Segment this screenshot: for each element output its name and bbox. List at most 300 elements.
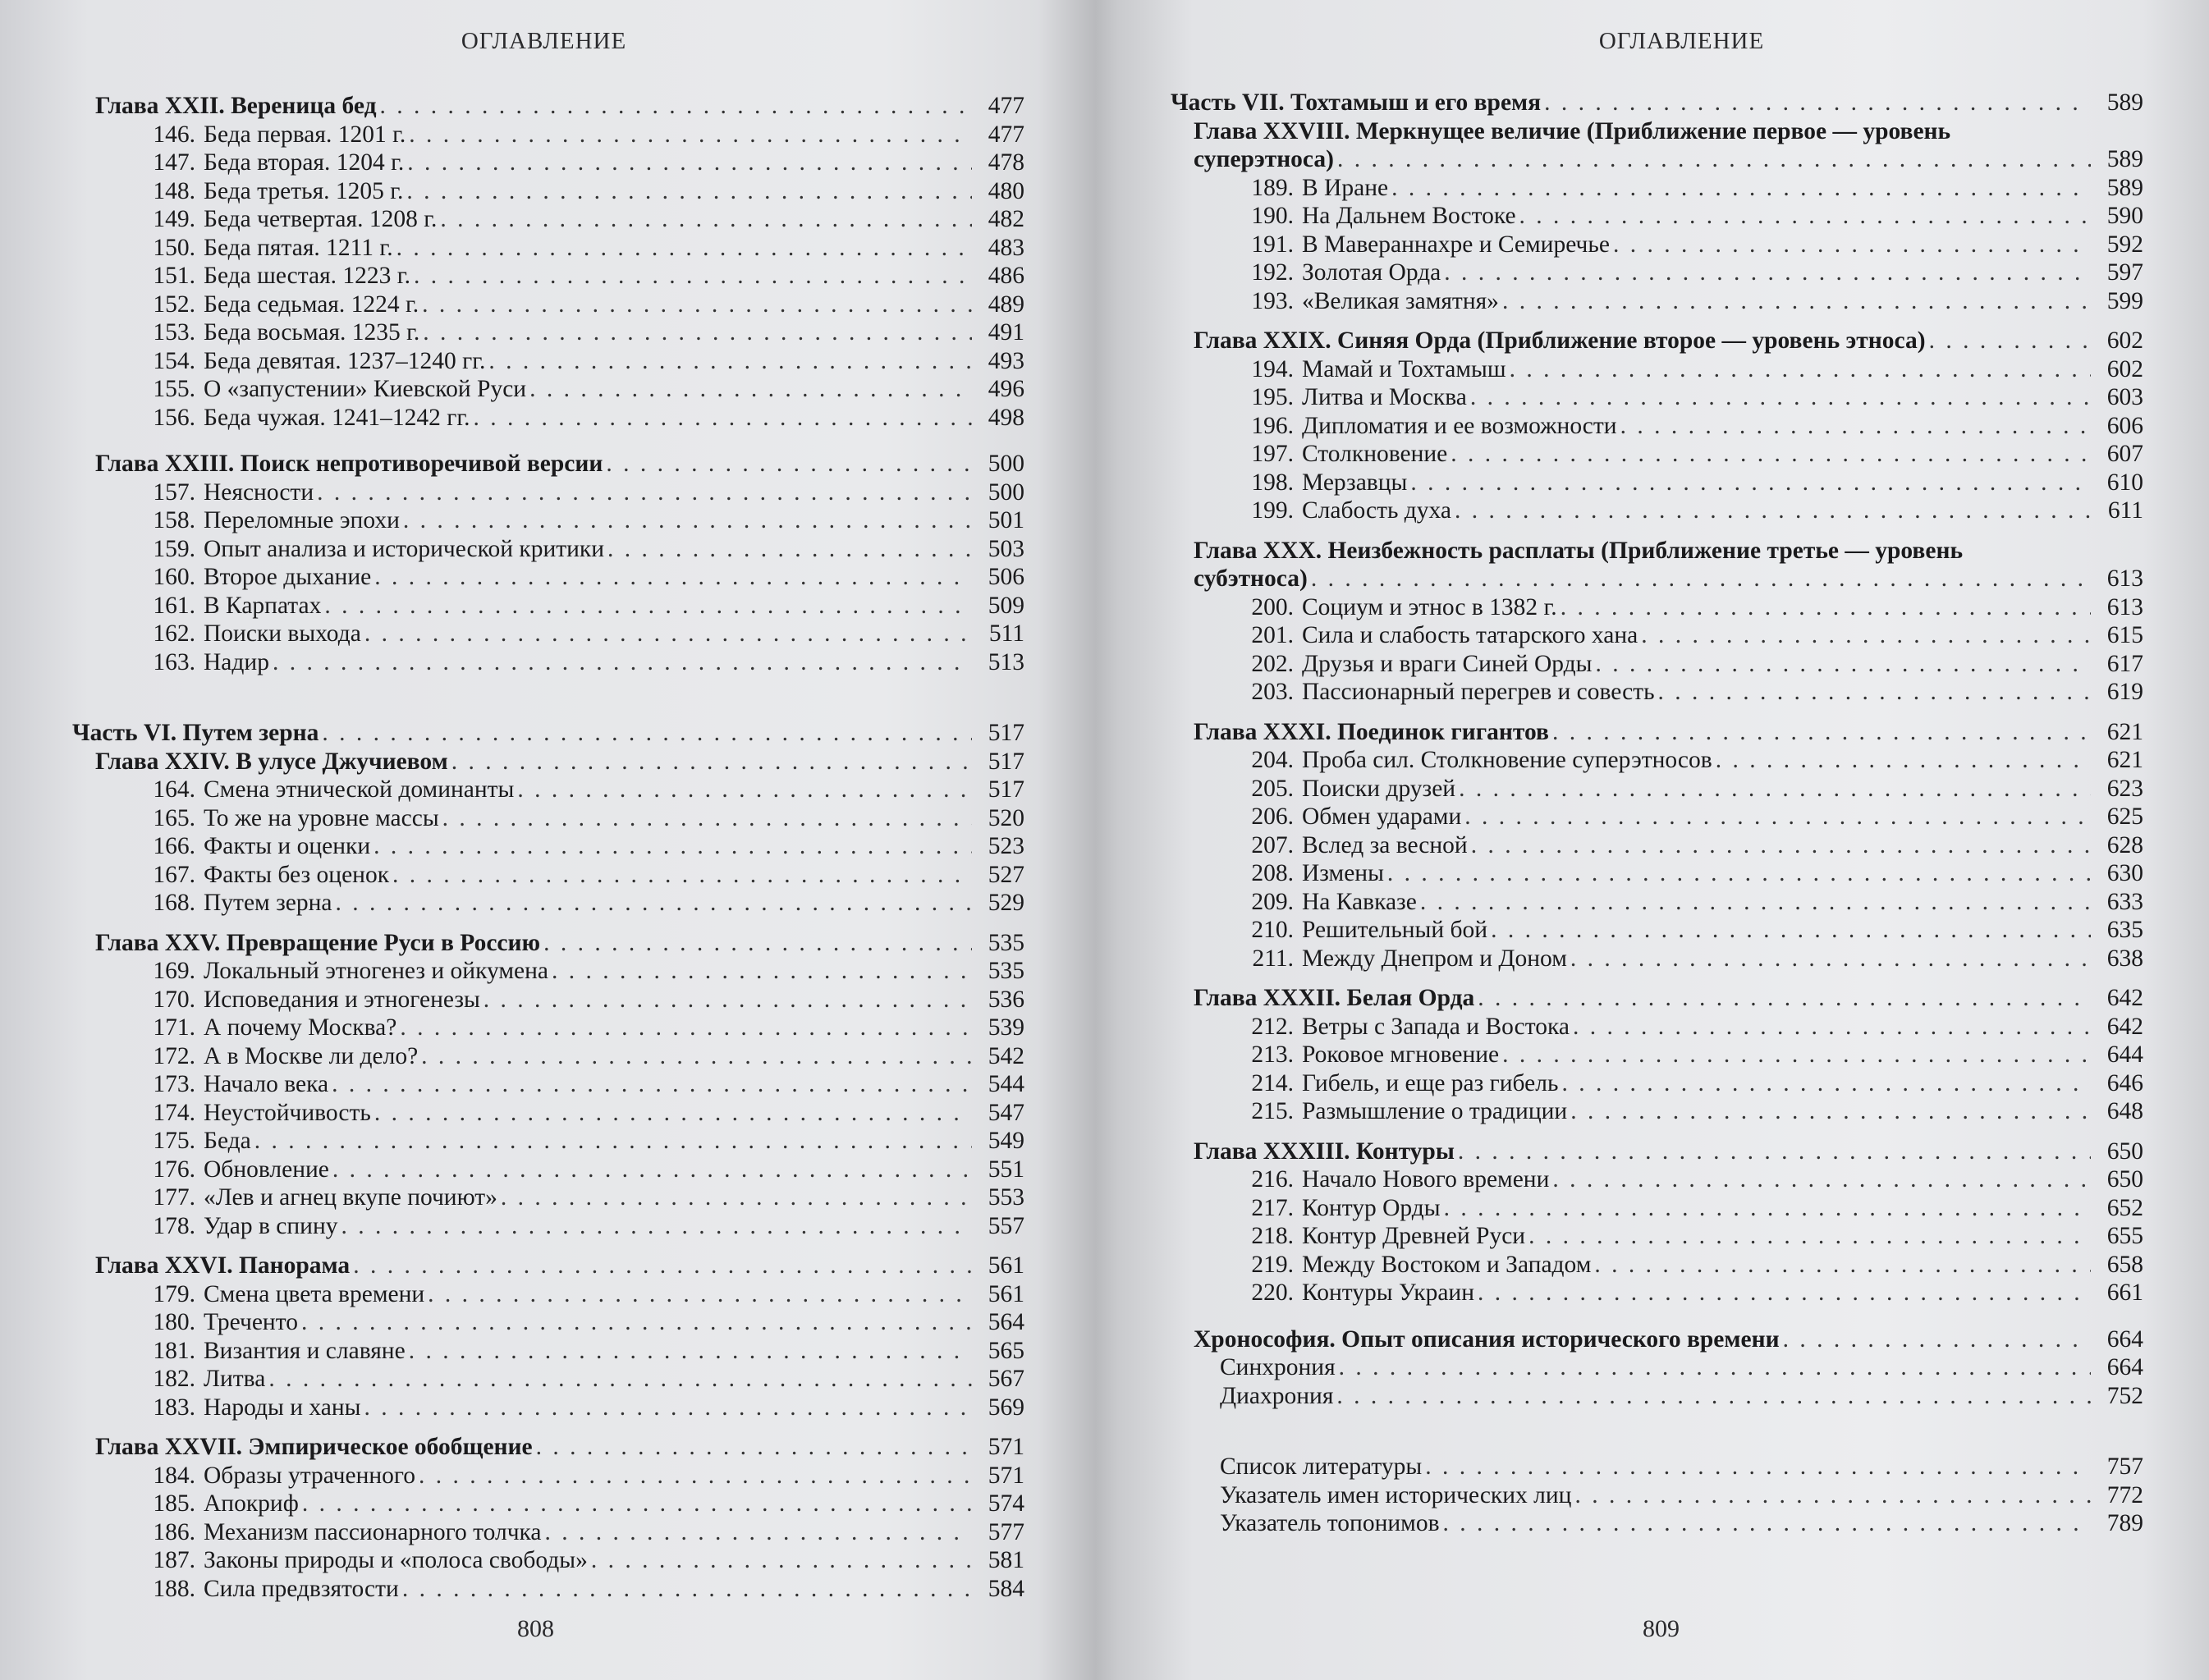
dot-leader bbox=[488, 347, 972, 376]
toc-entry-text: Смена этнической доминанты bbox=[204, 776, 515, 803]
toc-entry-text: Начало века bbox=[204, 1071, 329, 1097]
dot-leader bbox=[1502, 1041, 2091, 1069]
toc-entry-text: В Иране bbox=[1302, 174, 1389, 201]
toc-entry-number: 164. bbox=[153, 776, 195, 803]
toc-entry-text: Византия и славяне bbox=[204, 1337, 406, 1364]
dot-leader bbox=[407, 149, 972, 177]
toc-entry-text: Роковое мгновение bbox=[1302, 1041, 1500, 1068]
toc-entry-text: «Лев и агнец вкупе почиют» bbox=[204, 1184, 497, 1211]
toc-entry-number: 216. bbox=[1251, 1166, 1294, 1192]
toc-entry-page: 661 bbox=[2106, 1279, 2143, 1306]
toc-entry-number: 203. bbox=[1251, 679, 1294, 705]
toc-entry-text: Решительный бой bbox=[1302, 917, 1488, 943]
toc-entry bbox=[1171, 888, 2143, 917]
toc-entry-text: Контур Древней Руси bbox=[1302, 1223, 1526, 1249]
toc-entry-number: 212. bbox=[1251, 1013, 1294, 1040]
dot-leader bbox=[1443, 1509, 2091, 1538]
toc-entry-text: Золотая Орда bbox=[1302, 259, 1441, 286]
toc-entry bbox=[72, 986, 1024, 1014]
toc-entry-text: На Дальнем Востоке bbox=[1302, 203, 1516, 229]
dot-leader bbox=[1420, 888, 2091, 917]
toc-entry-text: Локальный этногенез и ойкумена bbox=[204, 958, 548, 984]
toc-entry-text: Образы утраченного bbox=[204, 1462, 416, 1489]
toc-entry-number: 166. bbox=[153, 833, 195, 859]
dot-leader bbox=[1336, 1382, 2091, 1411]
toc-entry-text: Беда четвертая. 1208 г. bbox=[204, 206, 438, 232]
dot-leader bbox=[392, 861, 972, 890]
toc-entry-title bbox=[1230, 259, 1441, 287]
toc-entry-title: Глава XXV. Превращение Руси в Россию bbox=[95, 929, 541, 956]
toc-entry-number: 193. bbox=[1251, 287, 1294, 314]
toc-entry-title bbox=[131, 347, 485, 376]
dot-leader bbox=[517, 776, 972, 804]
toc-entry bbox=[1171, 174, 2143, 203]
toc-entry-text: В Мавераннахре и Семиречье bbox=[1302, 231, 1610, 258]
toc-entry-title: Глава XXXII. Белая Орда bbox=[1194, 985, 1475, 1011]
toc-entry-text: Мерзавцы bbox=[1302, 469, 1408, 496]
dot-leader bbox=[591, 1546, 972, 1575]
toc-entry-text: Апокриф bbox=[204, 1490, 299, 1517]
toc-entry-page: 513 bbox=[988, 648, 1024, 675]
toc-entry-page: 644 bbox=[2106, 1041, 2143, 1068]
toc-entry bbox=[72, 1433, 1024, 1462]
toc-entry bbox=[72, 1462, 1024, 1490]
dot-leader bbox=[1510, 355, 2091, 384]
dot-leader bbox=[324, 592, 972, 620]
dot-leader bbox=[364, 620, 972, 648]
dot-leader bbox=[451, 748, 972, 776]
toc-entry-title bbox=[131, 375, 526, 404]
toc-entry-number: 148. bbox=[153, 177, 195, 204]
toc-entry bbox=[1171, 202, 2143, 231]
spacer bbox=[1171, 1126, 2143, 1138]
toc-entry-title bbox=[131, 1462, 415, 1490]
toc-entry-page: 480 bbox=[988, 177, 1024, 204]
dot-leader bbox=[335, 889, 972, 918]
toc-entry-title bbox=[1230, 287, 1499, 316]
toc-entry-number: 184. bbox=[153, 1462, 195, 1489]
toc-entry-title bbox=[1230, 497, 1451, 525]
toc-entry-text: Размышление о традиции bbox=[1302, 1098, 1568, 1124]
dot-leader bbox=[1561, 593, 2091, 622]
toc-entry-title bbox=[131, 404, 470, 433]
toc-entry-text: Исповедания и этногенезы bbox=[204, 986, 480, 1013]
toc-entry-page: 635 bbox=[2106, 917, 2143, 943]
dot-leader bbox=[406, 177, 972, 206]
dot-leader bbox=[1570, 1097, 2091, 1126]
toc-entry-number: 162. bbox=[153, 620, 195, 647]
toc-entry bbox=[72, 375, 1024, 404]
toc-entry-number: 157. bbox=[153, 478, 195, 506]
toc-entry-text: Литва bbox=[204, 1366, 266, 1392]
toc-entry bbox=[72, 262, 1024, 291]
toc-entry bbox=[72, 506, 1024, 535]
toc-entry-title bbox=[131, 1070, 328, 1099]
toc-entry-text: Между Востоком и Западом bbox=[1302, 1251, 1592, 1278]
toc-entry bbox=[72, 620, 1024, 648]
toc-entry-title bbox=[1230, 916, 1487, 945]
toc-entry-number: 146. bbox=[153, 121, 195, 148]
dot-leader bbox=[536, 1433, 972, 1462]
toc-chapter-heading: Глава XXX. Неизбежность расплаты (Приближение третье — уровень bbox=[1194, 537, 1964, 564]
toc-entry-text: Сила предвзятости bbox=[204, 1575, 399, 1602]
toc-entry-number: 209. bbox=[1251, 888, 1294, 915]
toc-entry-page: 577 bbox=[988, 1518, 1024, 1545]
spacer bbox=[1171, 315, 2143, 327]
dot-leader bbox=[322, 719, 972, 748]
toc-entry-title bbox=[131, 1308, 298, 1337]
toc-entry-text: Неясности bbox=[204, 478, 314, 506]
toc-entry bbox=[1171, 1069, 2143, 1098]
toc-entry-page: 584 bbox=[988, 1575, 1024, 1602]
toc-entry-text: Слабость духа bbox=[1302, 497, 1452, 524]
toc-entry bbox=[72, 450, 1024, 478]
toc-entry-title: Синхрония bbox=[1220, 1354, 1336, 1380]
toc-entry-title bbox=[131, 1575, 399, 1604]
toc-entry-text: Факты и оценки bbox=[204, 833, 371, 859]
toc-entry bbox=[1171, 1279, 2143, 1307]
dot-leader bbox=[1478, 1279, 2091, 1307]
toc-entry-page: 517 bbox=[988, 720, 1024, 746]
toc-entry-page: 561 bbox=[988, 1280, 1024, 1307]
toc-entry-number: 156. bbox=[153, 404, 195, 431]
toc-entry-text: Второе дыхание bbox=[204, 564, 372, 590]
toc-entry-title bbox=[1230, 1279, 1474, 1307]
toc-entry-title: Глава XXIII. Поиск непротиворечивой версии bbox=[95, 451, 603, 477]
toc-entry-text: Беда чужая. 1241–1242 гг. bbox=[204, 404, 470, 431]
toc-entry bbox=[72, 957, 1024, 986]
toc-entry-number: 176. bbox=[153, 1156, 195, 1183]
toc-entry bbox=[72, 1365, 1024, 1394]
dot-leader bbox=[1595, 650, 2091, 679]
toc-entry-title: Список литературы bbox=[1220, 1453, 1423, 1480]
dot-leader bbox=[402, 1575, 972, 1604]
toc-entry-text: О «запустении» Киевской Руси bbox=[204, 376, 527, 402]
toc-entry-title bbox=[131, 149, 404, 177]
toc-entry-page: 564 bbox=[988, 1309, 1024, 1335]
dot-leader bbox=[440, 205, 972, 234]
toc-entry-page: 630 bbox=[2106, 860, 2143, 886]
toc-entry-text: Литва и Москва bbox=[1302, 384, 1467, 410]
toc-entry-text: Смена цвета времени bbox=[204, 1280, 425, 1307]
toc-entry-title: Глава XXXIII. Контуры bbox=[1194, 1138, 1455, 1165]
toc-entry-number: 149. bbox=[153, 206, 195, 232]
dot-leader bbox=[428, 1280, 972, 1309]
toc-entry-title bbox=[131, 648, 269, 677]
toc-entry-page: 535 bbox=[988, 929, 1024, 956]
page-number: 808 bbox=[517, 1615, 554, 1642]
toc-entry-title bbox=[131, 1127, 251, 1156]
toc-entry-text: Беда пятая. 1211 г. bbox=[204, 234, 393, 261]
dot-leader bbox=[1455, 497, 2091, 525]
toc-entry-title bbox=[1230, 412, 1617, 441]
toc-entry-page: 569 bbox=[988, 1394, 1024, 1421]
toc-entry-page: 511 bbox=[988, 620, 1024, 647]
toc-entry-title bbox=[1230, 1013, 1570, 1041]
toc-entry-page: 491 bbox=[988, 319, 1024, 346]
toc-entry-title: Диахрония bbox=[1220, 1382, 1334, 1409]
toc-entry-page: 664 bbox=[2106, 1325, 2143, 1353]
toc-entry-number: 188. bbox=[153, 1575, 195, 1602]
toc-entry bbox=[1171, 1325, 2143, 1354]
dot-leader bbox=[317, 478, 972, 507]
toc-entry-title bbox=[1230, 174, 1388, 203]
toc-entry-number: 155. bbox=[153, 376, 195, 402]
toc-entry-title bbox=[1230, 231, 1610, 259]
toc-entry-number: 189. bbox=[1251, 174, 1294, 201]
toc-entry-page: 547 bbox=[988, 1099, 1024, 1126]
toc-entry-title bbox=[1230, 803, 1461, 831]
dot-leader bbox=[409, 1337, 972, 1366]
dot-leader bbox=[1783, 1325, 2091, 1354]
toc-entry-number: 207. bbox=[1251, 831, 1294, 858]
toc-entry bbox=[72, 719, 1024, 748]
toc-entry-page: 610 bbox=[2106, 469, 2143, 496]
toc-entry-page: 623 bbox=[2106, 775, 2143, 802]
dot-leader bbox=[341, 1212, 973, 1241]
toc-entry-title bbox=[131, 1365, 265, 1394]
toc-entry-number: 180. bbox=[153, 1309, 195, 1335]
toc-entry-page: 517 bbox=[988, 776, 1024, 803]
dot-leader bbox=[353, 1252, 972, 1280]
toc-entry-number: 163. bbox=[153, 648, 195, 675]
toc-entry-title: Глава XXXI. Поединок гигантов bbox=[1194, 718, 1549, 745]
toc-entry-text: Треченто bbox=[204, 1309, 298, 1335]
toc-entry-page: 567 bbox=[988, 1366, 1024, 1392]
left-page bbox=[0, 0, 1104, 1680]
toc-entry-page: 482 bbox=[988, 206, 1024, 232]
toc-entry-page: 557 bbox=[988, 1212, 1024, 1239]
toc-entry bbox=[1171, 1165, 2143, 1194]
dot-leader bbox=[1410, 469, 2091, 497]
dot-leader bbox=[1573, 1013, 2091, 1041]
toc-entry-page: 638 bbox=[2106, 945, 2143, 972]
dot-leader bbox=[409, 121, 972, 149]
dot-leader bbox=[1337, 145, 2091, 174]
toc-entry-text: Механизм пассионарного толчка bbox=[204, 1518, 542, 1545]
toc-entry-page: 493 bbox=[988, 347, 1024, 374]
toc-entry bbox=[72, 648, 1024, 677]
toc-entry-page: 551 bbox=[988, 1156, 1024, 1183]
toc-entry-title bbox=[131, 291, 419, 319]
toc-entry-title: субэтноса) bbox=[1194, 565, 1308, 592]
dot-leader bbox=[501, 1183, 972, 1212]
toc-entry-text: Переломные эпохи bbox=[204, 507, 400, 533]
dot-leader bbox=[1929, 327, 2091, 355]
toc-entry-page: 613 bbox=[2106, 565, 2143, 592]
toc-entry-title bbox=[1230, 1251, 1591, 1279]
spacer bbox=[72, 676, 1024, 719]
toc-entry-title bbox=[1230, 1222, 1525, 1251]
toc-entry-page: 520 bbox=[988, 804, 1024, 831]
toc-entry-number: 200. bbox=[1251, 593, 1294, 620]
toc-entry-number: 167. bbox=[153, 861, 195, 888]
toc-entry bbox=[72, 1308, 1024, 1337]
toc-entry bbox=[1171, 775, 2143, 803]
toc-entry-title bbox=[131, 535, 604, 564]
toc-entry bbox=[72, 1394, 1024, 1422]
toc-entry-title bbox=[131, 205, 437, 234]
toc-entry bbox=[72, 1042, 1024, 1071]
toc-entry-title bbox=[1230, 440, 1447, 469]
toc-entry-title: Часть VI. Путем зерна bbox=[72, 720, 319, 746]
dot-leader bbox=[1387, 859, 2091, 888]
toc-entry-page: 611 bbox=[2107, 497, 2143, 524]
toc-entry-page: 650 bbox=[2106, 1138, 2143, 1165]
toc-entry bbox=[72, 1099, 1024, 1128]
toc-entry-number: 215. bbox=[1251, 1098, 1294, 1124]
toc-entry bbox=[1171, 803, 2143, 831]
toc-entry-text: Законы природы и «полоса свободы» bbox=[204, 1547, 588, 1573]
toc-entry-number: 217. bbox=[1251, 1194, 1294, 1221]
toc-entry bbox=[1171, 621, 2143, 650]
dot-leader bbox=[1613, 231, 2091, 259]
toc-entry-number: 202. bbox=[1251, 650, 1294, 677]
toc-entry-text: Ветры с Запада и Востока bbox=[1302, 1013, 1570, 1040]
toc-entry-title bbox=[1230, 746, 1712, 775]
toc-entry-page: 509 bbox=[988, 592, 1024, 619]
toc-entry-text: Беда седьмая. 1224 г. bbox=[204, 291, 419, 318]
spacer bbox=[1171, 1410, 2143, 1453]
toc-entry-text: А в Москве ли дело? bbox=[204, 1042, 419, 1069]
toc-entry-text: Друзья и враги Синей Орды bbox=[1302, 650, 1593, 677]
dot-leader bbox=[607, 535, 972, 564]
page-number: 809 bbox=[1643, 1615, 1680, 1642]
toc-entry-title bbox=[1230, 355, 1506, 384]
toc-entry-text: Беда третья. 1205 г. bbox=[204, 177, 404, 204]
toc-entry-number: 171. bbox=[153, 1014, 195, 1041]
toc-entry-title: Указатель имен исторических лиц bbox=[1220, 1481, 1572, 1508]
toc-entry bbox=[72, 1156, 1024, 1184]
toc-entry-title: суперэтноса) bbox=[1194, 146, 1334, 172]
toc-entry-number: 161. bbox=[153, 592, 195, 619]
toc-entry bbox=[1171, 984, 2143, 1013]
toc-entry-text: В Карпатах bbox=[204, 592, 322, 619]
dot-leader bbox=[364, 1394, 972, 1422]
toc-entry-title bbox=[1230, 945, 1567, 973]
toc-entry-text: Поиски выхода bbox=[204, 620, 361, 647]
toc-entry-title bbox=[131, 1156, 329, 1184]
toc-entry bbox=[72, 1575, 1024, 1604]
toc-entry-number: 172. bbox=[153, 1042, 195, 1069]
toc-entry bbox=[1171, 916, 2143, 945]
toc-entry-page: 503 bbox=[988, 535, 1024, 562]
toc-entry bbox=[72, 535, 1024, 564]
toc-entry-title bbox=[131, 1280, 424, 1309]
toc-entry-page: 621 bbox=[2106, 718, 2143, 745]
dot-leader bbox=[1574, 1481, 2091, 1510]
toc-entry-number: 169. bbox=[153, 958, 195, 984]
toc-entry-page: 506 bbox=[988, 564, 1024, 590]
toc-entry-page: 628 bbox=[2106, 831, 2143, 858]
toc-entry-page: 553 bbox=[988, 1184, 1024, 1211]
toc-entry bbox=[72, 1518, 1024, 1547]
toc-entry-number: 198. bbox=[1251, 469, 1294, 496]
dot-leader bbox=[1594, 1251, 2091, 1279]
toc-entry-number: 190. bbox=[1251, 203, 1294, 229]
toc-entry-title bbox=[131, 1042, 418, 1071]
toc-entry-text: То же на уровне массы bbox=[204, 804, 439, 831]
toc-entry-title bbox=[131, 262, 410, 291]
toc-entry-page: 625 bbox=[2106, 803, 2143, 830]
toc-entry-title bbox=[131, 957, 548, 986]
toc-entry-title: Указатель топонимов bbox=[1220, 1510, 1440, 1536]
toc-entry-page: 615 bbox=[2106, 622, 2143, 648]
dot-leader bbox=[422, 291, 972, 319]
toc-entry-page: 602 bbox=[2106, 327, 2143, 354]
toc-entry-number: 177. bbox=[153, 1184, 195, 1211]
dot-leader bbox=[421, 1042, 972, 1071]
spacer bbox=[1171, 973, 2143, 984]
toc-entry-number: 158. bbox=[153, 507, 195, 533]
right-page bbox=[1105, 0, 2209, 1680]
toc-entry-number: 182. bbox=[153, 1366, 195, 1392]
dot-leader bbox=[1339, 1353, 2091, 1382]
toc-entry bbox=[1171, 650, 2143, 679]
toc-entry-page: 603 bbox=[2106, 384, 2143, 410]
toc-entry-number: 201. bbox=[1251, 622, 1294, 648]
toc-entry-page: 549 bbox=[988, 1128, 1024, 1154]
toc-entry-number: 152. bbox=[153, 291, 195, 318]
toc-entry-title bbox=[1230, 469, 1407, 497]
toc-entry-page: 477 bbox=[988, 93, 1024, 119]
toc-entry bbox=[1171, 412, 2143, 441]
dot-leader bbox=[423, 318, 972, 347]
spacer bbox=[1171, 707, 2143, 718]
toc-entry bbox=[1171, 497, 2143, 525]
toc-entry-page: 650 bbox=[2106, 1166, 2143, 1192]
dot-leader bbox=[273, 648, 972, 677]
toc-entry bbox=[72, 291, 1024, 319]
toc-entry-page: 529 bbox=[988, 890, 1024, 916]
dot-leader bbox=[474, 404, 973, 433]
dot-leader bbox=[1544, 89, 2091, 117]
toc-entry-title bbox=[131, 620, 361, 648]
toc-entry bbox=[72, 804, 1024, 833]
dot-leader bbox=[1502, 287, 2091, 316]
toc-entry bbox=[1171, 355, 2143, 384]
toc-entry-title bbox=[131, 121, 406, 149]
toc-entry bbox=[72, 1014, 1024, 1042]
toc-entry bbox=[72, 563, 1024, 592]
toc-entry-page: 535 bbox=[988, 958, 1024, 984]
toc-entry-text: Обмен ударами bbox=[1302, 803, 1462, 830]
toc-entry bbox=[72, 1070, 1024, 1099]
toc-entry-number: 160. bbox=[153, 564, 195, 590]
dot-leader bbox=[1444, 259, 2091, 287]
toc-entry-text: Неустойчивость bbox=[204, 1099, 371, 1126]
toc-entry bbox=[1171, 1222, 2143, 1251]
toc-entry-number: 205. bbox=[1251, 775, 1294, 802]
toc-entry-page: 590 bbox=[2106, 203, 2143, 229]
toc-entry bbox=[72, 1212, 1024, 1241]
table-of-contents bbox=[1171, 89, 2143, 1538]
dot-leader bbox=[1391, 174, 2091, 203]
toc-entry-number: 151. bbox=[153, 263, 195, 289]
toc-entry-number: 185. bbox=[153, 1490, 195, 1517]
toc-entry-page: 571 bbox=[988, 1434, 1024, 1460]
toc-entry-page: 501 bbox=[988, 507, 1024, 533]
dot-leader bbox=[545, 1518, 972, 1547]
toc-entry-text: Мамай и Тохтамыш bbox=[1302, 355, 1506, 382]
toc-entry bbox=[1171, 440, 2143, 469]
toc-entry bbox=[72, 404, 1024, 433]
toc-entry-number: 210. bbox=[1251, 917, 1294, 943]
toc-entry-page: 536 bbox=[988, 986, 1024, 1013]
toc-entry bbox=[1171, 718, 2143, 747]
toc-entry-text: Дипломатия и ее возможности bbox=[1302, 412, 1617, 439]
toc-entry-title bbox=[1230, 202, 1516, 231]
